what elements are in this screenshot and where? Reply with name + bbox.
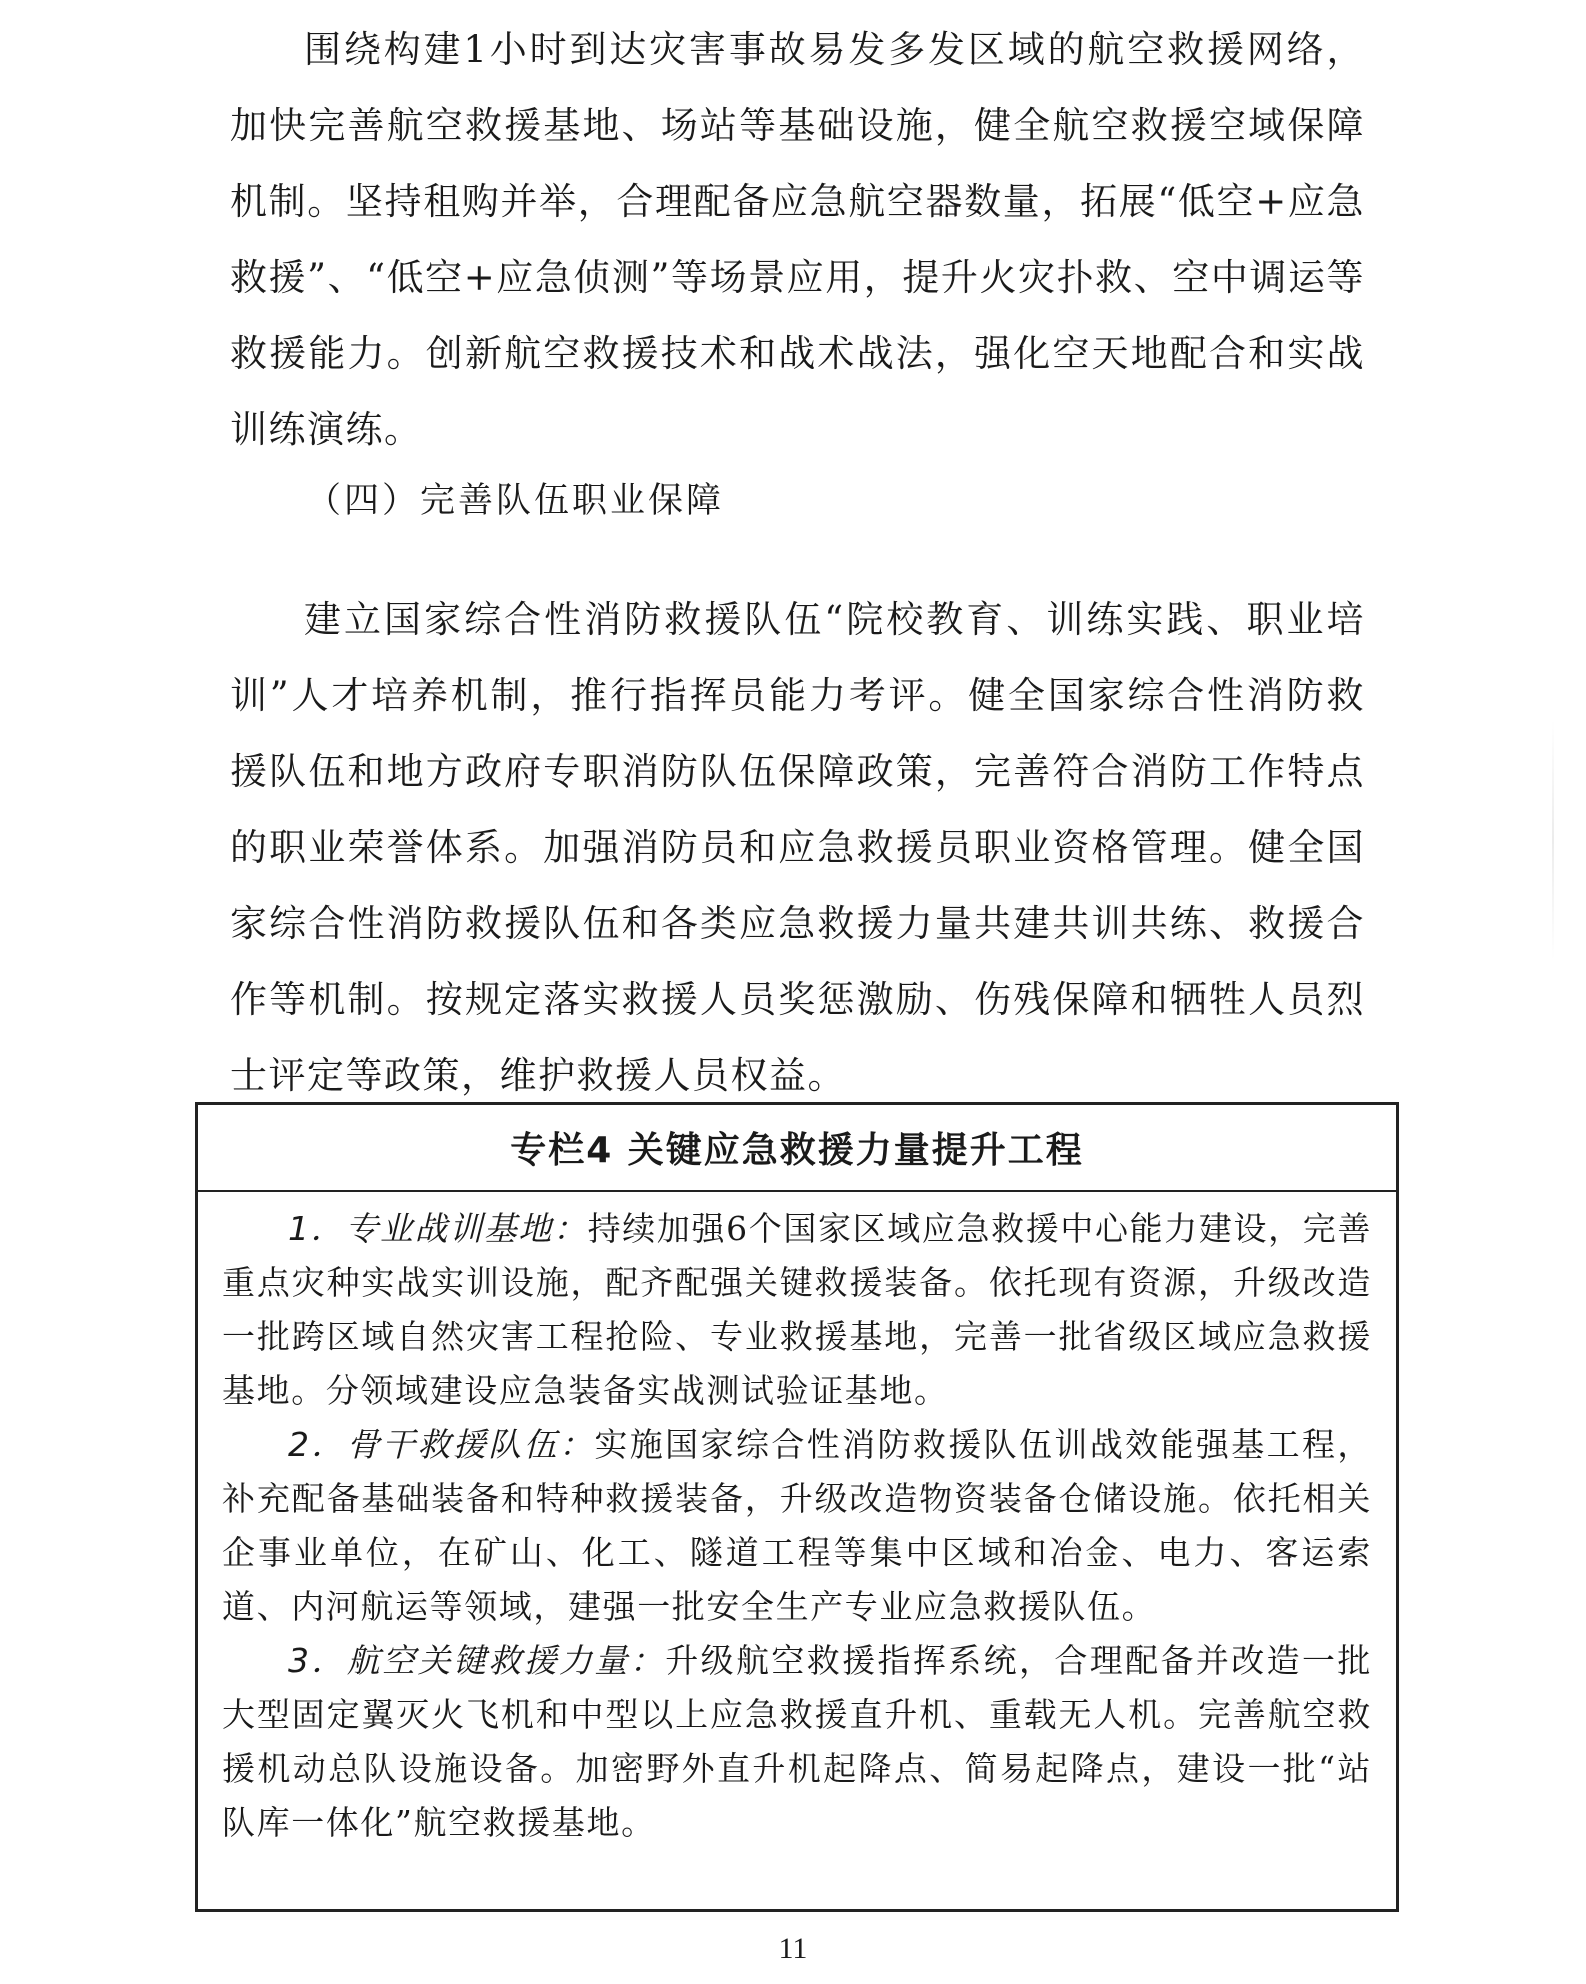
column-item-3 [222,1634,1372,1850]
paragraph-aviation-rescue: 围绕构建1小时到达灾害事故易发多发区域的航空救援网络，加快完善航空救援基地、场站等基础设施，健全航空救援空域保障机制。坚持租购并举，合理配备应急航空器数量，拓展“低空+应急救援”、“低空+应急侦测”等场景应用，提升火灾扑救、空中调运等救援能力。创新航空救援技术和战术战法，强化空天地配合和实战训练演练。 [230,28,1365,451]
page-edge-shadow [1552,720,1554,960]
page-number: 11 [778,1932,808,1965]
column-item-1 [222,1202,1372,1418]
column-item-text: 实施国家综合性消防救援队伍训战效能强基工程，补充配备基础装备和特种救援装备，升级改造物资装备仓储设施。依托相关企事业单位，在矿山、化工、隧道工程等集中区域和冶金、电力、客运索道、内河航运等领域，建强一批安全生产专业应急救援队伍。 [222,1425,1372,1626]
column-item-text: 升级航空救援指挥系统，合理配备并改造一批大型固定翼灭火飞机和中型以上应急救援直升机、重载无人机。完善航空救援机动总队设施设备。加密野外直升机起降点、简易起降点，建设一批“站队库一体化”航空救援基地。 [222,1641,1373,1842]
column-box-body [198,1192,1396,1850]
column-item-label: 3．航空关键救援力量： [288,1641,666,1680]
column-box [195,1102,1399,1912]
paragraph-career-security: 建立国家综合性消防救援队伍“院校教育、训练实践、职业培训”人才培养机制，推行指挥员能力考评。健全国家综合性消防救援队伍和地方政府专职消防队伍保障政策，完善符合消防工作特点的职业荣誉体系。加强消防员和应急救援员职业资格管理。健全国家综合性消防救援队伍和各类应急救援力量共建共训共练、救援合作等机制。按规定落实救援人员奖惩激励、伤残保障和牺牲人员烈士评定等政策，维护救援人员权益。 [230,598,1365,1097]
column-box-title: 专栏4 关键应急救援力量提升工程 [198,1105,1396,1192]
column-item-text: 持续加强6个国家区域应急救援中心能力建设，完善重点灾种实战实训设施，配齐配强关键救援装备。依托现有资源，升级改造一批跨区域自然灾害工程抢险、专业救援基地，完善一批省级区域应急救援基地。分领域建设应急装备实战测试验证基地。 [222,1209,1373,1410]
column-item-label: 2．骨干救援队伍： [288,1425,595,1464]
column-item-2 [222,1418,1372,1634]
column-item-label: 1．专业战训基地： [288,1209,588,1248]
section-heading: （四）完善队伍职业保障 [306,481,725,521]
